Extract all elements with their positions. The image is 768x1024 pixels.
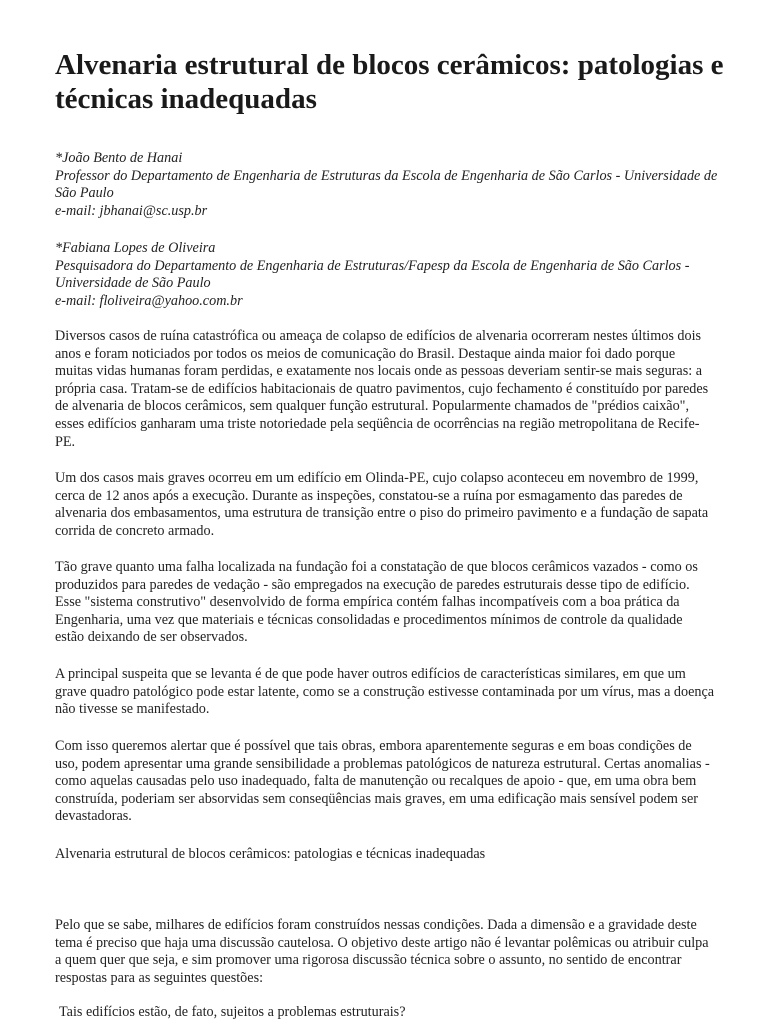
author-affiliation: Professor do Departamento de Engenharia de Estruturas da Escola de Engenharia de São Carlos - Universidade de São Paulo xyxy=(55,167,718,202)
author-affiliation: Pesquisadora do Departamento de Engenharia de Estruturas/Fapesp da Escola de Engenharia de São Carlos - Universidade de São Paulo xyxy=(55,257,690,292)
body-paragraph-4: A principal suspeita que se levanta é de que pode haver outros edifícios de características similares, em que um grave quadro patológico pode estar latente, como se a construção estivesse contaminada por um vírus, mas a doença não tivesse se manifestado. xyxy=(55,666,715,718)
body-paragraph-6: Pelo que se sabe, milhares de edifícios foram construídos nessas condições. Dada a dimensão e a gravidade deste tema é preciso que haja uma discussão cautelosa. O objetivo deste artigo não é levantar polêmicas ou atribuir culpa a quem quer que seja, e sim promover uma rigorosa discussão técnica sobre o assunto, no sentido de encontrar respostas para as seguintes questões: xyxy=(55,917,709,986)
author-block-2 xyxy=(55,240,735,310)
question-item: Tais edifícios estão, de fato, sujeitos a problemas estruturais? xyxy=(59,1004,406,1020)
body-paragraph-3: Tão grave quanto uma falha localizada na fundação foi a constatação de que blocos cerâmicos vazados - como os produzidos para paredes de vedação - são empregados na execução de paredes estruturais desse tipo de edifício. Esse "sistema construtivo" desenvolvido de forma empírica contém falhas incompatíveis com a boa prática da Engenharia, uma vez que materiais e técnicas consolidadas e procedimentos mínimos de controle da qualidade estão deixando de ser observados. xyxy=(55,559,698,646)
author-email: e-mail: floliveira@yahoo.com.br xyxy=(55,292,243,309)
page-title: Alvenaria estrutural de blocos cerâmicos: patologias e técnicas inadequadas xyxy=(55,49,724,115)
body-paragraph-5: Com isso queremos alertar que é possível que tais obras, embora aparentemente seguras e em boas condições de uso, podem apresentar uma grande sensibilidade a problemas patológicos de natureza estrutural. Certas anomalias - como aquelas causadas pelo uso inadequado, falta de manutenção ou recalques de apoio - que, em uma obra bem construída, poderiam ser absorvidas sem conseqüências mais graves, em uma edificação mais sensível podem ser devastadoras. xyxy=(55,738,710,825)
author-name: *João Bento de Hanai xyxy=(55,150,183,166)
author-email: e-mail: jbhanai@sc.usp.br xyxy=(55,202,208,219)
author-name: *Fabiana Lopes de Oliveira xyxy=(55,240,216,256)
body-paragraph-2: Um dos casos mais graves ocorreu em um edifício em Olinda-PE, cujo colapso aconteceu em novembro de 1999, cerca de 12 anos após a execução. Durante as inspeções, constatou-se a ruína por esmagamento das paredes de alvenaria dos embasamentos, uma estrutura de transição entre o piso do primeiro pavimento e a fundação de sapata corrida de concreto armado. xyxy=(55,470,709,539)
author-block-1 xyxy=(55,150,735,220)
body-paragraph-1: Diversos casos de ruína catastrófica ou ameaça de colapso de edifícios de alvenaria ocorreram nestes últimos dois anos e foram noticiados por todos os meios de comunicação do Brasil. Destaque ainda maior foi dado porque muitas vidas humanas foram perdidas, e exatamente nos locais onde as pessoas deveriam sentir-se mais seguras: a própria casa. Tratam-se de edifícios habitacionais de quatro pavimentos, cujo fechamento é constituído por paredes de alvenaria de blocos cerâmicos, sem qualquer função estrutural. Popularmente chamados de "prédios caixão", esses edifícios ganharam uma triste notoriedade pela seqüência de ocorrências na região metropolitana de Recife-PE. xyxy=(55,328,709,450)
running-title: Alvenaria estrutural de blocos cerâmicos: patologias e técnicas inadequadas xyxy=(55,846,486,862)
